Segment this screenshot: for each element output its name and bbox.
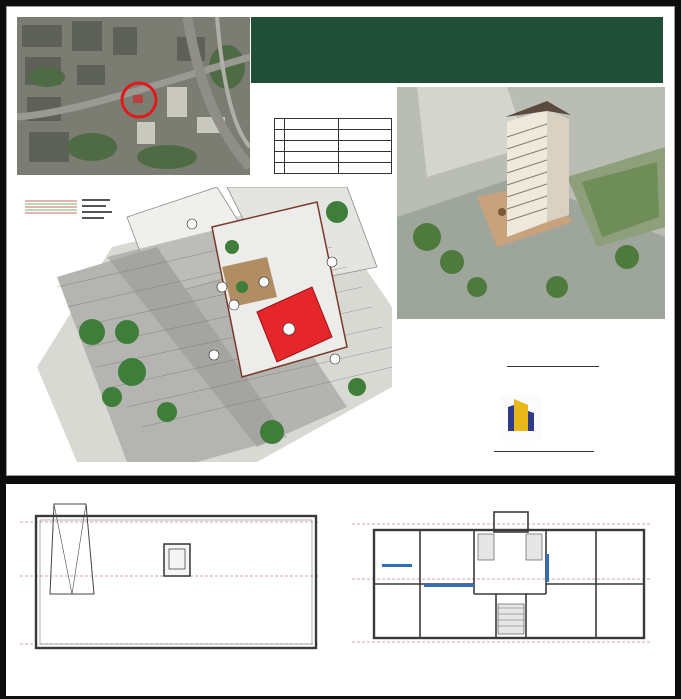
birds-eye-render	[397, 87, 665, 319]
tech-table	[274, 118, 392, 174]
tech-table-header-cell	[275, 119, 285, 130]
company-logo	[498, 393, 544, 443]
aerial-map-image	[17, 17, 250, 175]
table-cell	[285, 141, 339, 152]
table-row	[275, 163, 392, 174]
table-cell	[338, 163, 392, 174]
bottom-sheet	[6, 484, 675, 696]
render-image	[397, 87, 665, 319]
table-cell	[285, 152, 339, 163]
prepared-signature-line	[494, 451, 594, 452]
typical-floor-plan-drawing	[346, 494, 656, 679]
table-row	[275, 130, 392, 141]
table-cell	[338, 130, 392, 141]
project-title	[251, 17, 663, 83]
basement-plan-drawing	[14, 494, 324, 679]
table-cell	[275, 152, 285, 163]
table-cell	[285, 130, 339, 141]
site-plan-drawing	[17, 187, 392, 462]
table-cell	[338, 152, 392, 163]
tech-table-header-cell	[285, 119, 339, 130]
table-cell	[285, 163, 339, 174]
location-map-photo	[17, 17, 250, 175]
tech-table-header-cell	[338, 119, 392, 130]
top-sheet	[6, 6, 675, 476]
approval-signature-line	[507, 366, 599, 367]
table-cell	[275, 141, 285, 152]
table-cell	[338, 141, 392, 152]
company-logo-image	[498, 393, 544, 443]
site-plan-image	[17, 187, 392, 462]
tech-table-header-row	[275, 119, 392, 130]
table-row	[275, 141, 392, 152]
table-row	[275, 152, 392, 163]
table-cell	[275, 163, 285, 174]
table-cell	[275, 130, 285, 141]
